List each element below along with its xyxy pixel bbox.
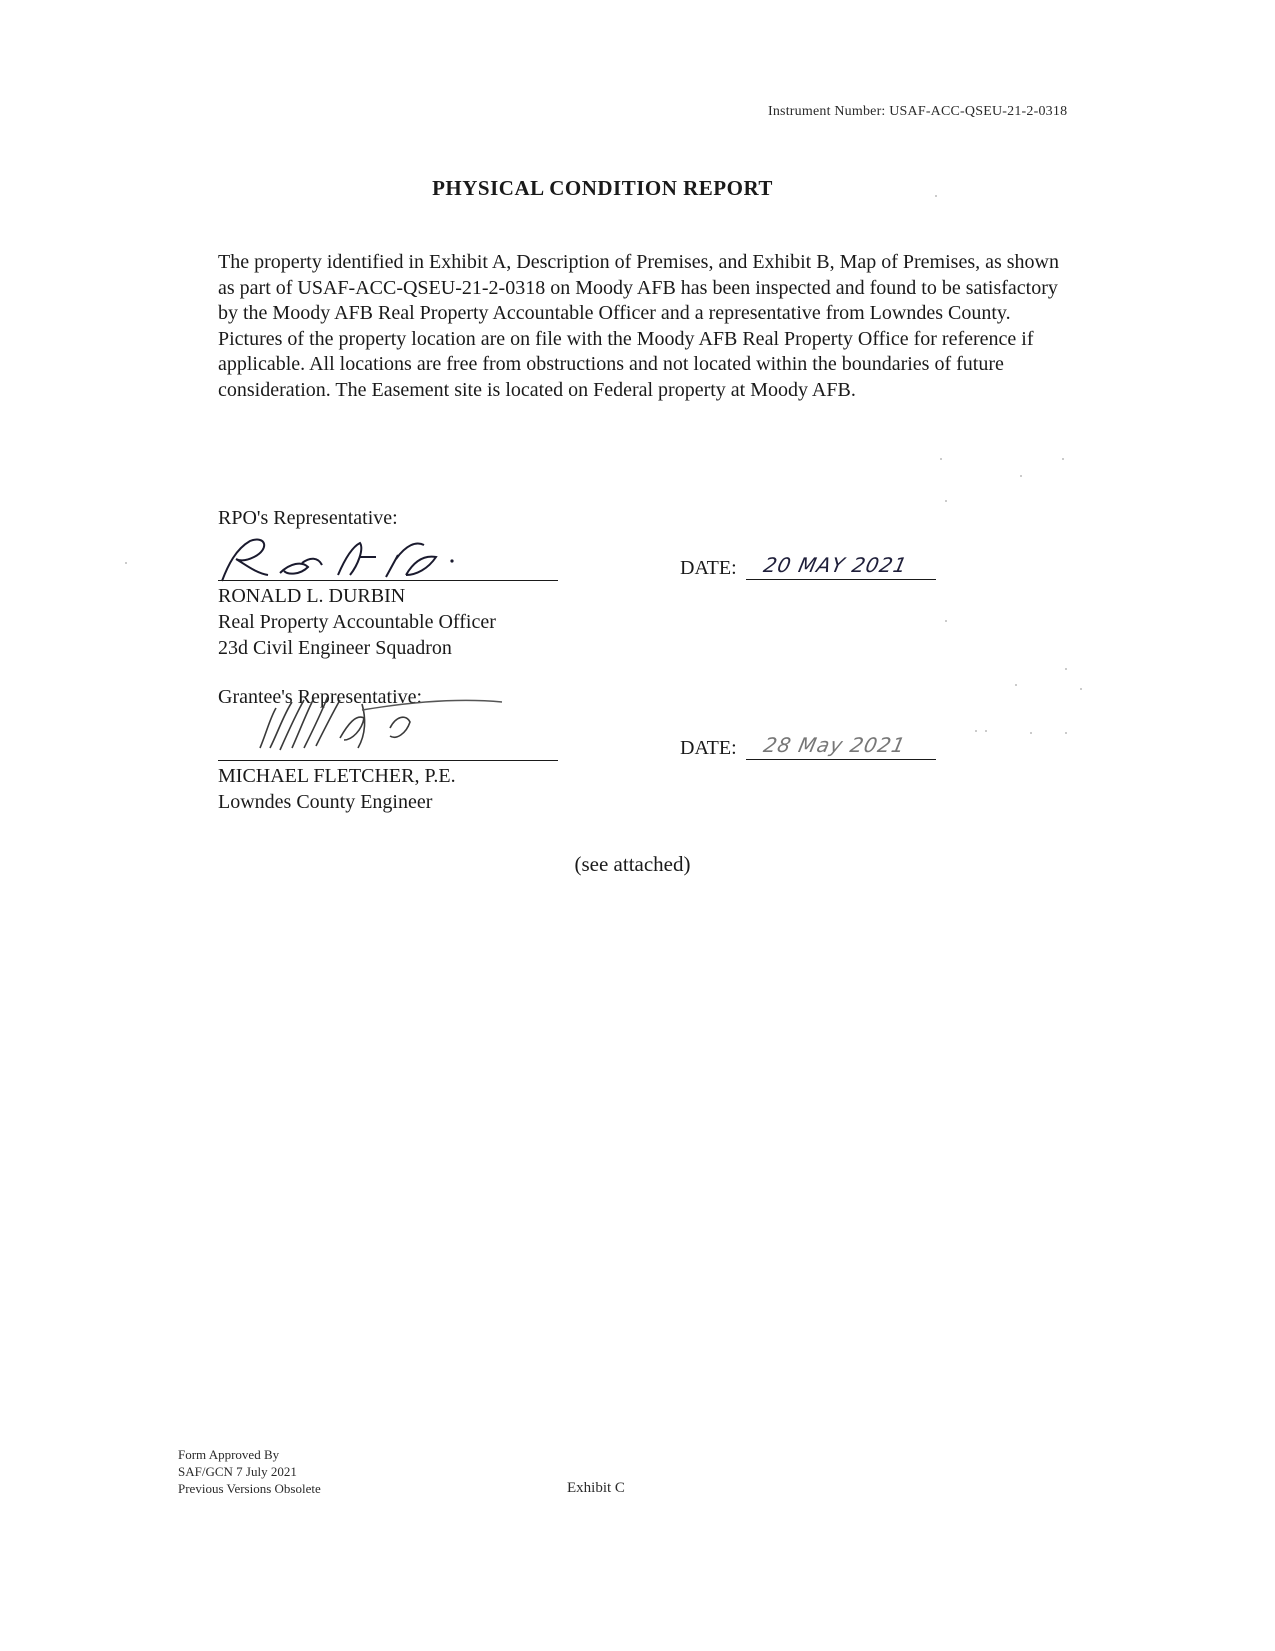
exhibit-label: Exhibit C bbox=[567, 1480, 625, 1496]
grantee-date bbox=[680, 735, 936, 760]
scan-speck bbox=[940, 458, 942, 460]
grantee-signature bbox=[240, 688, 530, 758]
rpo-date-value: 20 MAY 2021 bbox=[761, 553, 910, 577]
rpo-block bbox=[218, 583, 496, 661]
document-title-text: PHYSICAL CONDITION REPORT bbox=[432, 176, 773, 200]
rpo-date bbox=[680, 555, 936, 580]
document-title bbox=[0, 176, 1275, 201]
rpo-org: 23d Civil Engineer Squadron bbox=[218, 637, 452, 659]
scan-speck bbox=[1030, 732, 1032, 734]
body-paragraph: The property identified in Exhibit A, Description of Premises, and Exhibit B, Map of Premises, as shown as part of USAF-ACC-QSEU-21-2-0318 on Moody AFB has been inspected and found to be satisfactory by the Moody AFB Real Property Accountable Officer and a representative from Lowndes County. Pictures of the property location are on file with the Moody AFB Real Property Office for reference if applicable. All locations are free from obstructions and not located within the boundaries of future consideration. The Easement site is located on Federal property at Moody AFB. bbox=[218, 251, 1059, 401]
rpo-date-label: DATE: bbox=[680, 557, 737, 579]
scan-speck bbox=[945, 620, 947, 622]
scan-speck bbox=[125, 562, 127, 564]
rpo-signature-line bbox=[218, 580, 558, 581]
scan-speck bbox=[1020, 475, 1022, 477]
grantee-date-label: DATE: bbox=[680, 737, 737, 759]
grantee-label: Grantee's Representative: bbox=[218, 686, 423, 708]
footer-line-3: Previous Versions Obsolete bbox=[178, 1481, 321, 1496]
see-attached-text: (see attached) bbox=[574, 852, 691, 876]
scan-speck bbox=[1080, 688, 1082, 690]
scan-speck bbox=[985, 730, 987, 732]
rpo-signature bbox=[210, 535, 510, 585]
instrument-number: Instrument Number: USAF-ACC-QSEU-21-2-0318 bbox=[768, 104, 1068, 119]
rpo-date-line bbox=[746, 555, 936, 580]
scan-speck bbox=[975, 730, 977, 732]
rpo-name: RONALD L. DURBIN bbox=[218, 585, 406, 607]
rpo-title: Real Property Accountable Officer bbox=[218, 611, 496, 633]
scan-speck bbox=[945, 500, 947, 502]
grantee-date-value: 28 May 2021 bbox=[761, 733, 908, 757]
scan-speck bbox=[1065, 732, 1067, 734]
footer-line-1: Form Approved By bbox=[178, 1447, 280, 1462]
scan-speck bbox=[935, 195, 937, 197]
footer-line-2: SAF/GCN 7 July 2021 bbox=[178, 1464, 297, 1479]
grantee-date-line bbox=[746, 735, 936, 760]
grantee-name: MICHAEL FLETCHER, P.E. bbox=[218, 765, 456, 787]
see-attached-note bbox=[0, 852, 1275, 877]
scan-speck bbox=[1062, 458, 1064, 460]
grantee-signature-line bbox=[218, 760, 558, 761]
scan-speck bbox=[1015, 684, 1017, 686]
rpo-label: RPO's Representative: bbox=[218, 507, 398, 529]
grantee-block bbox=[218, 763, 456, 815]
scan-speck bbox=[1065, 668, 1067, 670]
grantee-title: Lowndes County Engineer bbox=[218, 791, 433, 813]
form-approval-footer bbox=[178, 1446, 321, 1497]
